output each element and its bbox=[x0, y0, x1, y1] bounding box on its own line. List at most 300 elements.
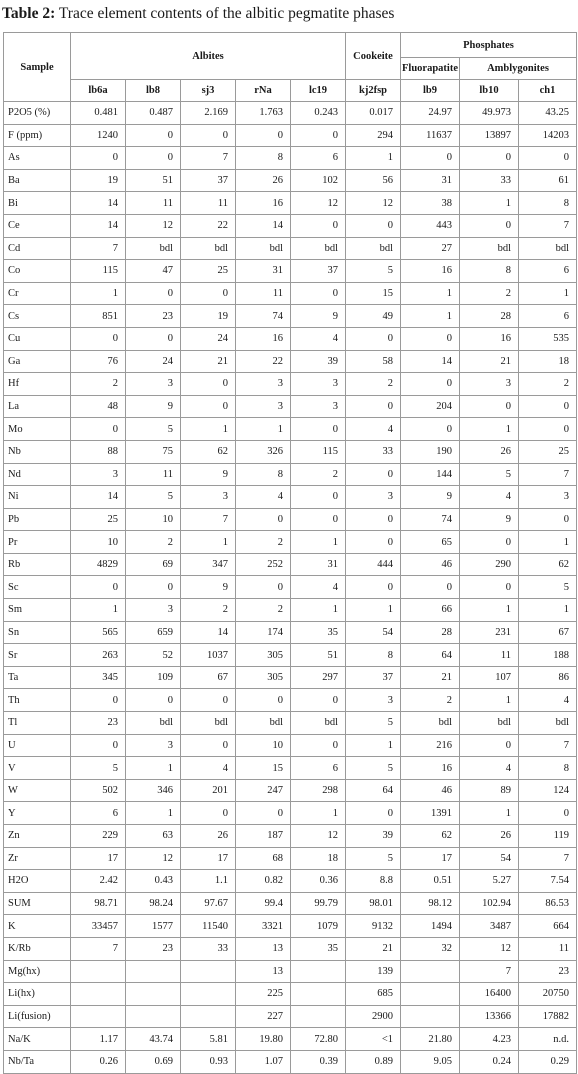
table-cell: 1 bbox=[346, 147, 401, 170]
table-cell: 1 bbox=[346, 599, 401, 622]
table-cell: 1240 bbox=[71, 124, 126, 147]
table-cell: 3 bbox=[460, 373, 519, 396]
table-cell: 24 bbox=[181, 327, 236, 350]
row-label: Nd bbox=[4, 463, 71, 486]
table-cell: 102.94 bbox=[460, 892, 519, 915]
table-cell bbox=[181, 960, 236, 983]
row-label: Hf bbox=[4, 373, 71, 396]
table-cell: 252 bbox=[236, 553, 291, 576]
table-cell: 8 bbox=[519, 192, 577, 215]
table-cell: 16 bbox=[460, 327, 519, 350]
table-cell: 68 bbox=[236, 847, 291, 870]
table-cell: 659 bbox=[126, 621, 181, 644]
table-cell: 64 bbox=[401, 644, 460, 667]
table-cell: 49 bbox=[346, 305, 401, 328]
table-cell: 1 bbox=[291, 531, 346, 554]
table-cell: 4 bbox=[519, 689, 577, 712]
table-row bbox=[4, 937, 577, 960]
table-cell: 98.71 bbox=[71, 892, 126, 915]
table-cell bbox=[401, 960, 460, 983]
table-cell: 346 bbox=[126, 779, 181, 802]
table-row bbox=[4, 644, 577, 667]
table-row bbox=[4, 666, 577, 689]
table-cell: 0 bbox=[291, 124, 346, 147]
table-cell: 0 bbox=[291, 689, 346, 712]
table-cell: 28 bbox=[401, 621, 460, 644]
table-cell: 0 bbox=[346, 214, 401, 237]
table-cell: 22 bbox=[236, 350, 291, 373]
table-cell: 98.24 bbox=[126, 892, 181, 915]
table-cell: 13897 bbox=[460, 124, 519, 147]
header-sample: Sample bbox=[4, 33, 71, 102]
table-cell: 43.25 bbox=[519, 102, 577, 125]
table-cell: 26 bbox=[181, 825, 236, 848]
table-cell: 33 bbox=[346, 440, 401, 463]
row-label: K bbox=[4, 915, 71, 938]
table-cell: 0 bbox=[519, 508, 577, 531]
table-cell: 17 bbox=[181, 847, 236, 870]
table-cell: 54 bbox=[346, 621, 401, 644]
table-cell: 0.39 bbox=[291, 1050, 346, 1073]
table-cell: 0 bbox=[346, 531, 401, 554]
table-cell: 0 bbox=[126, 576, 181, 599]
table-cell: 4 bbox=[460, 486, 519, 509]
table-cell: 16 bbox=[401, 260, 460, 283]
table-cell: 21 bbox=[460, 350, 519, 373]
table-cell: 188 bbox=[519, 644, 577, 667]
row-label: Cr bbox=[4, 282, 71, 305]
table-cell: 0 bbox=[236, 576, 291, 599]
table-cell: 62 bbox=[181, 440, 236, 463]
table-caption-label: Table 2: bbox=[2, 5, 56, 22]
table-cell: 0 bbox=[346, 463, 401, 486]
table-cell: 48 bbox=[71, 395, 126, 418]
table-cell: 187 bbox=[236, 825, 291, 848]
table-cell: 33 bbox=[460, 169, 519, 192]
table-cell: 67 bbox=[519, 621, 577, 644]
table-cell: 19 bbox=[71, 169, 126, 192]
table-cell: 204 bbox=[401, 395, 460, 418]
table-cell: 52 bbox=[126, 644, 181, 667]
table-cell: 0.243 bbox=[291, 102, 346, 125]
table-cell: 109 bbox=[126, 666, 181, 689]
table-cell: 0 bbox=[181, 689, 236, 712]
table-cell: 565 bbox=[71, 621, 126, 644]
table-row bbox=[4, 418, 577, 441]
table-cell: 23 bbox=[126, 937, 181, 960]
table-cell: 15 bbox=[236, 757, 291, 780]
table-cell: 4 bbox=[460, 757, 519, 780]
table-row bbox=[4, 282, 577, 305]
table-cell: 16 bbox=[236, 327, 291, 350]
table-cell: 7 bbox=[460, 960, 519, 983]
table-row bbox=[4, 486, 577, 509]
table-cell: 62 bbox=[519, 553, 577, 576]
table-cell: 1 bbox=[460, 599, 519, 622]
table-cell: 2 bbox=[460, 282, 519, 305]
header-albites: Albites bbox=[71, 33, 346, 80]
table-cell: 1 bbox=[519, 531, 577, 554]
table-cell: 97.67 bbox=[181, 892, 236, 915]
table-cell: 23 bbox=[519, 960, 577, 983]
table-cell: 1 bbox=[460, 418, 519, 441]
table-cell: 294 bbox=[346, 124, 401, 147]
table-cell: 0 bbox=[71, 327, 126, 350]
table-cell: 0 bbox=[346, 327, 401, 350]
table-cell: 3 bbox=[346, 689, 401, 712]
table-cell: 35 bbox=[291, 621, 346, 644]
table-cell: 61 bbox=[519, 169, 577, 192]
table-cell: 7 bbox=[71, 937, 126, 960]
row-label: U bbox=[4, 734, 71, 757]
table-cell: 3 bbox=[236, 395, 291, 418]
table-cell: 6 bbox=[71, 802, 126, 825]
table-cell: 65 bbox=[401, 531, 460, 554]
table-cell: 12 bbox=[126, 214, 181, 237]
table-cell: 685 bbox=[346, 983, 401, 1006]
table-cell bbox=[126, 1005, 181, 1028]
table-cell: 0 bbox=[181, 395, 236, 418]
table-cell: 2 bbox=[236, 599, 291, 622]
row-label: Th bbox=[4, 689, 71, 712]
table-cell: 0 bbox=[460, 147, 519, 170]
table-cell: bdl bbox=[181, 712, 236, 735]
table-row bbox=[4, 960, 577, 983]
table-cell: 6 bbox=[519, 305, 577, 328]
table-cell: 18 bbox=[291, 847, 346, 870]
table-cell: <1 bbox=[346, 1028, 401, 1051]
row-label: Mo bbox=[4, 418, 71, 441]
table-cell: 6 bbox=[291, 147, 346, 170]
table-cell: 0.69 bbox=[126, 1050, 181, 1073]
table-cell: 9 bbox=[181, 576, 236, 599]
table-cell: 33 bbox=[181, 937, 236, 960]
table-cell: 2 bbox=[401, 689, 460, 712]
row-label: V bbox=[4, 757, 71, 780]
table-cell: 14 bbox=[71, 192, 126, 215]
table-row bbox=[4, 734, 577, 757]
table-cell: 16 bbox=[401, 757, 460, 780]
table-cell bbox=[291, 1005, 346, 1028]
table-cell: 4829 bbox=[71, 553, 126, 576]
table-cell: 3 bbox=[291, 373, 346, 396]
table-cell: 0 bbox=[181, 282, 236, 305]
table-cell: 290 bbox=[460, 553, 519, 576]
table-cell: 0 bbox=[291, 282, 346, 305]
table-cell: 19 bbox=[181, 305, 236, 328]
table-cell: 24.97 bbox=[401, 102, 460, 125]
row-label: Pr bbox=[4, 531, 71, 554]
table-cell: 11 bbox=[126, 463, 181, 486]
table-cell: 2.42 bbox=[71, 870, 126, 893]
table-cell: 225 bbox=[236, 983, 291, 1006]
table-cell: 0.82 bbox=[236, 870, 291, 893]
row-label: Na/K bbox=[4, 1028, 71, 1051]
table-cell: 0 bbox=[181, 734, 236, 757]
table-cell: 26 bbox=[460, 440, 519, 463]
table-cell: 25 bbox=[71, 508, 126, 531]
table-cell: 115 bbox=[291, 440, 346, 463]
table-row bbox=[4, 689, 577, 712]
table-cell: 20750 bbox=[519, 983, 577, 1006]
table-cell: 1 bbox=[181, 531, 236, 554]
table-caption bbox=[2, 5, 394, 23]
table-cell: 1.07 bbox=[236, 1050, 291, 1073]
header-phosphates: Phosphates bbox=[401, 33, 577, 58]
row-label: Tl bbox=[4, 712, 71, 735]
table-cell: 0 bbox=[460, 214, 519, 237]
row-label: Nb bbox=[4, 440, 71, 463]
table-cell: 3 bbox=[346, 486, 401, 509]
table-cell: 25 bbox=[519, 440, 577, 463]
table-cell: 444 bbox=[346, 553, 401, 576]
row-label: Nb/Ta bbox=[4, 1050, 71, 1073]
column-header-lb8: lb8 bbox=[126, 80, 181, 102]
table-cell: 1391 bbox=[401, 802, 460, 825]
column-header-sj3: sj3 bbox=[181, 80, 236, 102]
table-cell: 14 bbox=[236, 214, 291, 237]
row-label: Pb bbox=[4, 508, 71, 531]
table-cell: 139 bbox=[346, 960, 401, 983]
row-label: F (ppm) bbox=[4, 124, 71, 147]
table-row bbox=[4, 102, 577, 125]
table-cell: 535 bbox=[519, 327, 577, 350]
table-row bbox=[4, 305, 577, 328]
table-cell: 10 bbox=[71, 531, 126, 554]
table-cell: 6 bbox=[291, 757, 346, 780]
table-cell: 231 bbox=[460, 621, 519, 644]
table-cell: 443 bbox=[401, 214, 460, 237]
table-cell: 347 bbox=[181, 553, 236, 576]
table-cell: 12 bbox=[291, 825, 346, 848]
table-cell: 11 bbox=[236, 282, 291, 305]
table-cell: 8 bbox=[460, 260, 519, 283]
table-cell: 64 bbox=[346, 779, 401, 802]
row-label: Bi bbox=[4, 192, 71, 215]
table-cell: 0 bbox=[401, 418, 460, 441]
table-cell: 46 bbox=[401, 779, 460, 802]
row-label: SUM bbox=[4, 892, 71, 915]
table-cell: 0 bbox=[460, 531, 519, 554]
row-label: Sm bbox=[4, 599, 71, 622]
table-cell: 0.29 bbox=[519, 1050, 577, 1073]
table-cell bbox=[126, 983, 181, 1006]
table-cell: 14203 bbox=[519, 124, 577, 147]
table-cell: 201 bbox=[181, 779, 236, 802]
table-cell: 0 bbox=[126, 327, 181, 350]
table-cell: 8 bbox=[519, 757, 577, 780]
table-row bbox=[4, 395, 577, 418]
table-cell: 4 bbox=[291, 576, 346, 599]
table-cell: 8 bbox=[346, 644, 401, 667]
row-label: Ni bbox=[4, 486, 71, 509]
table-cell: 1 bbox=[401, 305, 460, 328]
table-cell: 227 bbox=[236, 1005, 291, 1028]
table-cell: 16400 bbox=[460, 983, 519, 1006]
table-cell: 0 bbox=[519, 418, 577, 441]
table-cell: 3 bbox=[126, 373, 181, 396]
table-cell: 305 bbox=[236, 644, 291, 667]
table-cell: 1577 bbox=[126, 915, 181, 938]
table-cell: 15 bbox=[346, 282, 401, 305]
table-cell: 5 bbox=[346, 847, 401, 870]
table-cell: 31 bbox=[236, 260, 291, 283]
table-cell: 1 bbox=[126, 757, 181, 780]
table-cell: 9 bbox=[460, 508, 519, 531]
table-cell: 11 bbox=[126, 192, 181, 215]
table-cell: bdl bbox=[181, 237, 236, 260]
table-cell: 9 bbox=[401, 486, 460, 509]
table-cell: 345 bbox=[71, 666, 126, 689]
table-row bbox=[4, 599, 577, 622]
table-cell: 102 bbox=[291, 169, 346, 192]
table-cell: 4.23 bbox=[460, 1028, 519, 1051]
table-cell: 174 bbox=[236, 621, 291, 644]
table-cell: 56 bbox=[346, 169, 401, 192]
row-label: As bbox=[4, 147, 71, 170]
table-cell: 5.27 bbox=[460, 870, 519, 893]
table-cell: 38 bbox=[401, 192, 460, 215]
table-cell: 5 bbox=[519, 576, 577, 599]
table-cell: 2 bbox=[291, 463, 346, 486]
row-label: Cs bbox=[4, 305, 71, 328]
table-cell: 1 bbox=[519, 599, 577, 622]
table-row bbox=[4, 508, 577, 531]
table-cell: 4 bbox=[236, 486, 291, 509]
table-cell: bdl bbox=[460, 237, 519, 260]
table-cell: 0 bbox=[291, 508, 346, 531]
table-cell: 7 bbox=[181, 147, 236, 170]
table-cell: bdl bbox=[291, 237, 346, 260]
table-cell: 7.54 bbox=[519, 870, 577, 893]
table-row bbox=[4, 870, 577, 893]
table-cell: 63 bbox=[126, 825, 181, 848]
table-cell: 72.80 bbox=[291, 1028, 346, 1051]
table-cell: 5 bbox=[346, 260, 401, 283]
table-cell: 1 bbox=[291, 802, 346, 825]
table-row bbox=[4, 1050, 577, 1073]
table-cell: 17 bbox=[71, 847, 126, 870]
table-row bbox=[4, 915, 577, 938]
table-cell: 3 bbox=[126, 734, 181, 757]
table-cell: 76 bbox=[71, 350, 126, 373]
column-header-kj2fsp: kj2fsp bbox=[346, 80, 401, 102]
table-cell: 216 bbox=[401, 734, 460, 757]
table-cell: 2 bbox=[519, 373, 577, 396]
table-cell: 69 bbox=[126, 553, 181, 576]
table-row bbox=[4, 757, 577, 780]
table-cell: 74 bbox=[236, 305, 291, 328]
table-cell bbox=[401, 983, 460, 1006]
table-cell: 67 bbox=[181, 666, 236, 689]
table-cell: 26 bbox=[236, 169, 291, 192]
table-cell: 5 bbox=[460, 463, 519, 486]
table-cell: 1 bbox=[126, 802, 181, 825]
table-cell: 0 bbox=[401, 373, 460, 396]
table-cell: 851 bbox=[71, 305, 126, 328]
table-cell: 0 bbox=[181, 802, 236, 825]
column-header-lb10: lb10 bbox=[460, 80, 519, 102]
table-cell: 37 bbox=[291, 260, 346, 283]
table-cell: 107 bbox=[460, 666, 519, 689]
table-cell: 7 bbox=[519, 847, 577, 870]
table-cell bbox=[401, 1005, 460, 1028]
table-cell: 0 bbox=[401, 327, 460, 350]
table-cell: 66 bbox=[401, 599, 460, 622]
table-cell: 43.74 bbox=[126, 1028, 181, 1051]
table-cell: 3 bbox=[71, 463, 126, 486]
table-row bbox=[4, 124, 577, 147]
table-cell: 35 bbox=[291, 937, 346, 960]
table-cell: 27 bbox=[401, 237, 460, 260]
table-row bbox=[4, 531, 577, 554]
row-label: W bbox=[4, 779, 71, 802]
table-cell: 0 bbox=[291, 214, 346, 237]
table-cell: 5 bbox=[126, 418, 181, 441]
table-cell: 0 bbox=[236, 689, 291, 712]
table-cell: 2 bbox=[126, 531, 181, 554]
table-cell: 2 bbox=[236, 531, 291, 554]
table-cell: 1037 bbox=[181, 644, 236, 667]
table-cell: 0 bbox=[401, 576, 460, 599]
table-cell: 326 bbox=[236, 440, 291, 463]
table-cell: 2 bbox=[71, 373, 126, 396]
table-cell: 1 bbox=[460, 802, 519, 825]
table-cell: bdl bbox=[126, 712, 181, 735]
table-cell: 13366 bbox=[460, 1005, 519, 1028]
table-cell: 502 bbox=[71, 779, 126, 802]
table-cell: 5 bbox=[346, 712, 401, 735]
table-cell: 9 bbox=[181, 463, 236, 486]
table-cell: 1.763 bbox=[236, 102, 291, 125]
table-cell: 13 bbox=[236, 937, 291, 960]
row-label: K/Rb bbox=[4, 937, 71, 960]
table-cell: 9 bbox=[126, 395, 181, 418]
row-label: La bbox=[4, 395, 71, 418]
row-label: Li(fusion) bbox=[4, 1005, 71, 1028]
table-cell: 26 bbox=[460, 825, 519, 848]
header-amblygonites: Amblygonites bbox=[460, 58, 577, 80]
table-cell: 2.169 bbox=[181, 102, 236, 125]
table-cell: 0 bbox=[236, 508, 291, 531]
table-cell: 7 bbox=[181, 508, 236, 531]
table-cell: 3321 bbox=[236, 915, 291, 938]
table-cell: 75 bbox=[126, 440, 181, 463]
table-cell: 0 bbox=[126, 282, 181, 305]
table-cell: 28 bbox=[460, 305, 519, 328]
table-cell: 0.51 bbox=[401, 870, 460, 893]
table-cell: 0 bbox=[519, 147, 577, 170]
table-cell bbox=[126, 960, 181, 983]
table-cell: 0 bbox=[71, 147, 126, 170]
table-cell: 62 bbox=[401, 825, 460, 848]
table-cell: 0 bbox=[346, 508, 401, 531]
table-row bbox=[4, 463, 577, 486]
table-cell: 9 bbox=[291, 305, 346, 328]
table-cell: 22 bbox=[181, 214, 236, 237]
table-cell: bdl bbox=[346, 237, 401, 260]
table-row bbox=[4, 892, 577, 915]
table-cell: 247 bbox=[236, 779, 291, 802]
table-cell: 98.12 bbox=[401, 892, 460, 915]
table-cell: 2 bbox=[181, 599, 236, 622]
table-cell: 190 bbox=[401, 440, 460, 463]
row-label: Rb bbox=[4, 553, 71, 576]
table-cell: 0 bbox=[236, 802, 291, 825]
table-cell: 4 bbox=[181, 757, 236, 780]
table-cell: 1 bbox=[71, 282, 126, 305]
table-row bbox=[4, 802, 577, 825]
